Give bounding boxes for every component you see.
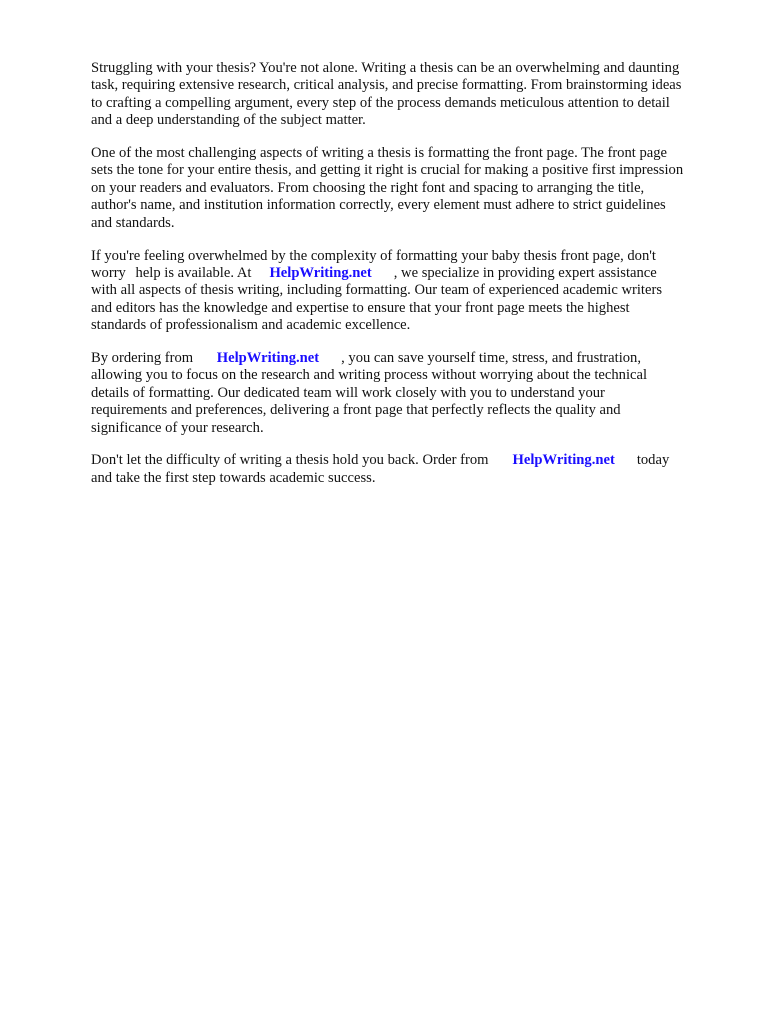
text-line: and a deep understanding of the subject matter. xyxy=(91,112,366,129)
text-line: to crafting a compelling argument, every step of the process demands meticulous attention to detail xyxy=(91,94,670,111)
text-line: on your readers and evaluators. From choosing the right font and spacing to arranging the title, xyxy=(91,179,645,196)
text-fragment: , we specialize in providing expert assistance xyxy=(393,264,657,281)
text-fragment: help is available. At xyxy=(135,264,252,281)
text-line: details of formatting. Our dedicated team will work closely with you to understand your xyxy=(91,384,605,401)
paragraph-front-page xyxy=(91,145,731,232)
paragraph-call-to-action xyxy=(91,452,731,487)
text-fragment: today xyxy=(636,452,670,469)
paragraph-intro xyxy=(91,60,731,130)
text-fragment: By ordering from xyxy=(91,349,194,366)
text-line: and editors has the knowledge and expertise to ensure that your front page meets the highest xyxy=(91,299,630,316)
text-line: with all aspects of thesis writing, including formatting. Our team of experienced academic writers xyxy=(91,282,663,299)
text-line: task, requiring extensive research, critical analysis, and precise formatting. From brainstorming ideas xyxy=(91,77,682,94)
helpwriting-link[interactable]: HelpWriting.net xyxy=(512,452,615,469)
text-line: significance of your research. xyxy=(91,419,264,436)
text-line: One of the most challenging aspects of writing a thesis is formatting the front page. The front page xyxy=(91,145,668,162)
text-line-with-link xyxy=(91,452,731,469)
text-fragment: , you can save yourself time, stress, and frustration, xyxy=(341,349,641,366)
paragraph-help xyxy=(91,248,731,335)
text-fragment: Don't let the difficulty of writing a thesis hold you back. Order from xyxy=(91,452,489,469)
helpwriting-link[interactable]: HelpWriting.net xyxy=(269,264,372,281)
text-line: If you're feeling overwhelmed by the complexity of formatting your baby thesis front page, don't xyxy=(91,247,656,264)
text-line: standards of professionalism and academic excellence. xyxy=(91,317,411,334)
text-line-with-link xyxy=(91,265,731,282)
text-fragment: worry xyxy=(91,264,126,281)
text-line: sets the tone for your entire thesis, and getting it right is crucial for making a positive first impression xyxy=(91,162,684,179)
paragraph-ordering xyxy=(91,350,731,437)
text-line: allowing you to focus on the research and writing process without worrying about the technical xyxy=(91,367,648,384)
helpwriting-link[interactable]: HelpWriting.net xyxy=(216,349,320,366)
text-line: and standards. xyxy=(91,214,175,231)
text-line: requirements and preferences, delivering a front page that perfectly reflects the quality and xyxy=(91,402,621,419)
text-line-with-link xyxy=(91,350,731,367)
text-line: Struggling with your thesis? You're not alone. Writing a thesis can be an overwhelming and daunting xyxy=(91,60,680,76)
text-line: author's name, and institution information correctly, every element must adhere to strict guidelines xyxy=(91,197,666,214)
text-line: and take the first step towards academic success. xyxy=(91,469,376,486)
document-page xyxy=(91,60,731,503)
